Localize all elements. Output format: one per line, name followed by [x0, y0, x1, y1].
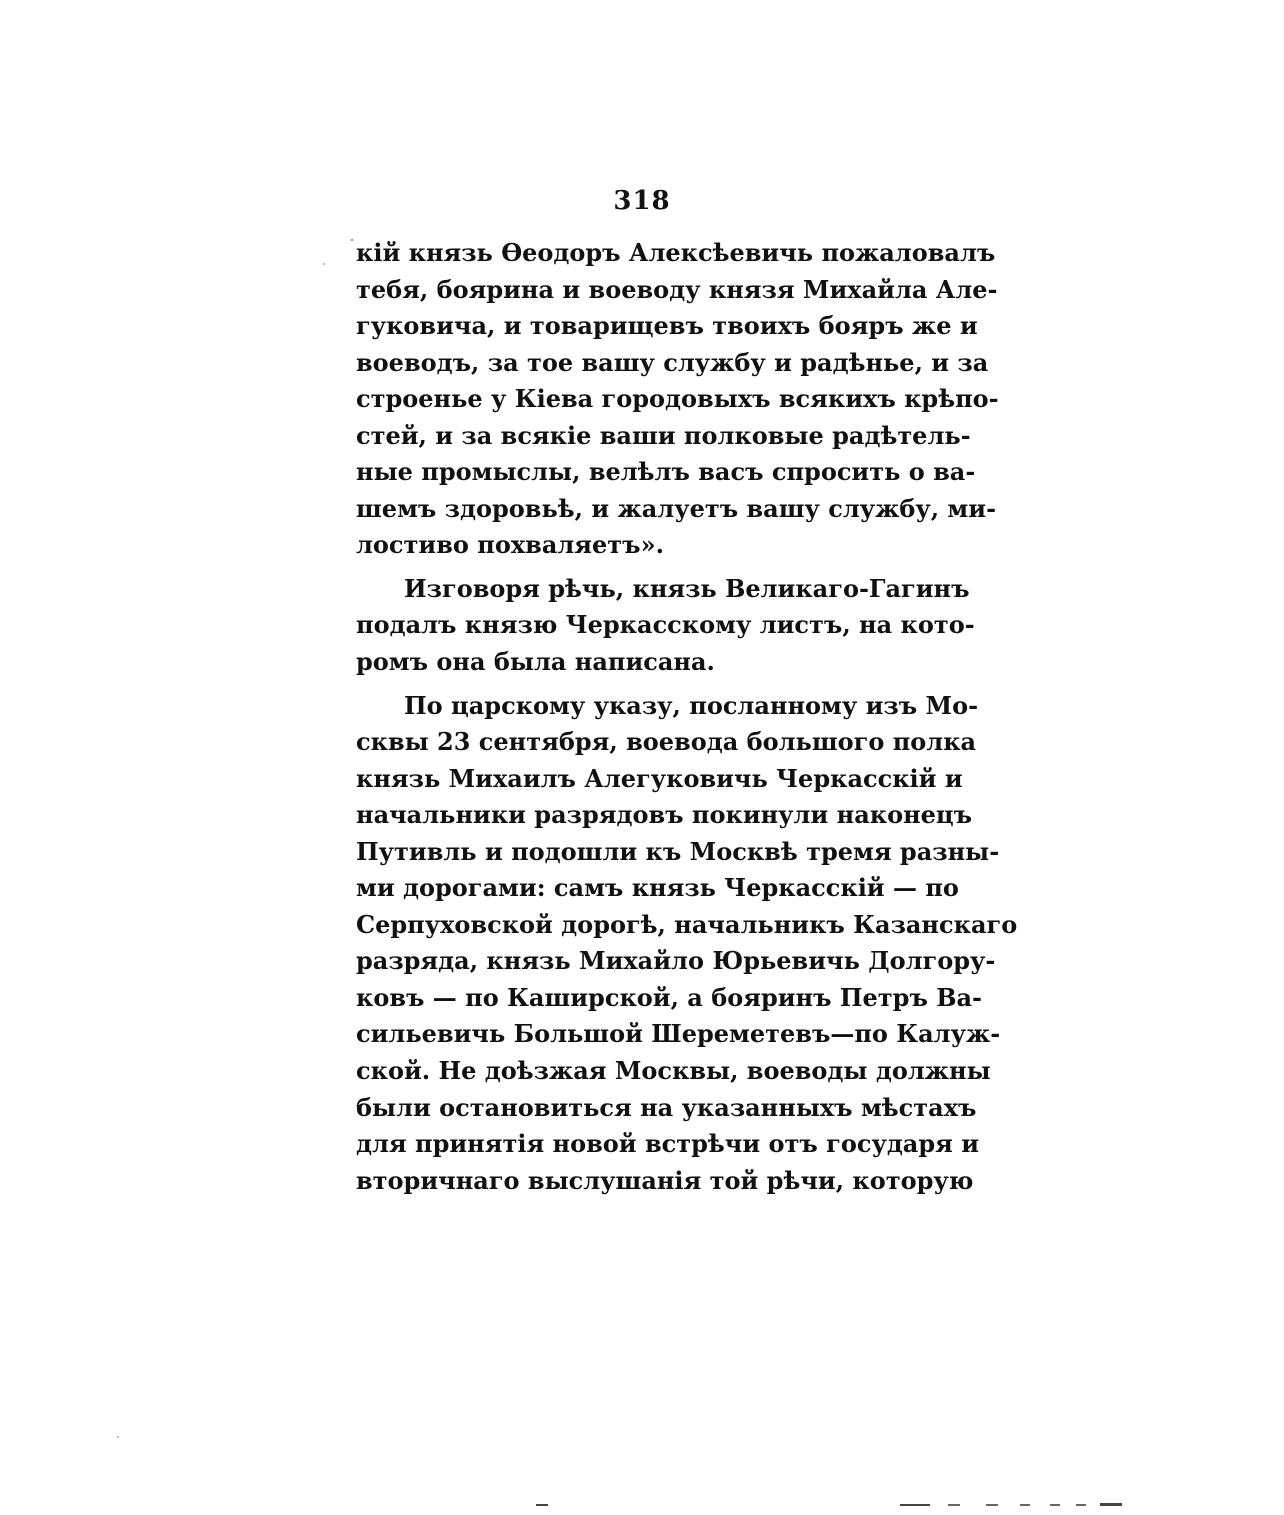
text-line: Путивль и подошли къ Москвѣ тремя разны- — [356, 836, 1000, 866]
text-line: строенье у Кіева городовыхъ всякихъ крѣпо- — [356, 384, 999, 414]
text-line: сильевичь Большой Шереметевъ—по Калуж- — [356, 1019, 1001, 1049]
text-line: По царскому указу, посланному изъ Мо- — [404, 690, 979, 720]
text-line: стей, и за всякіе ваши полковые радѣтель- — [356, 420, 971, 450]
text-line: начальники разрядовъ покинули наконецъ — [356, 800, 973, 830]
text-line: ные промыслы, велѣлъ васъ спросить о ва- — [356, 457, 976, 487]
text-line: разряда, князь Михайло Юрьевичь Долгору- — [356, 946, 996, 976]
text-line: сквы 23 сентября, воевода большого полка — [356, 727, 977, 757]
text-line: гуковича, и товарищевъ твоихъ бояръ же и — [356, 311, 978, 341]
text-line: лостиво похваляетъ». — [356, 530, 664, 560]
text-line: ромъ она была написана. — [356, 647, 715, 677]
text-line: кій князь Ѳеодоръ Алексѣевичь пожаловалъ — [356, 238, 996, 267]
text-line: шемъ здоровьѣ, и жалуетъ вашу службу, ми- — [356, 493, 997, 523]
text-line: ми дорогами: самъ князь Черкасскій — по — [356, 873, 959, 903]
text-line: были остановиться на указанныхъ мѣстахъ — [356, 1092, 977, 1122]
text-line: ковъ — по Каширской, а бояринъ Петръ Ва- — [356, 982, 983, 1012]
text-line: князь Михаилъ Алегуковичь Черкасскій и — [356, 763, 963, 793]
text-line: воеводъ, за тое вашу службу и радѣнье, и за — [356, 347, 989, 377]
page-number: 318 — [613, 186, 671, 216]
text-line: тебя, боярина и воеводу князя Михайла Але- — [356, 274, 998, 304]
text-line: Изговоря рѣчь, князь Великаго-Гагинъ — [404, 573, 970, 603]
text-line: Серпуховской дорогѣ, начальникъ Казанскаго — [356, 909, 1018, 939]
text-line: ской. Не доѣзжая Москвы, воеводы должны — [356, 1056, 991, 1086]
text-line: для принятія новой встрѣчи отъ государя и — [356, 1129, 980, 1159]
text-line: подалъ князю Черкасскому листъ, на кото- — [356, 610, 975, 640]
text-line: вторичнаго выслушанія той рѣчи, которую — [356, 1165, 974, 1195]
